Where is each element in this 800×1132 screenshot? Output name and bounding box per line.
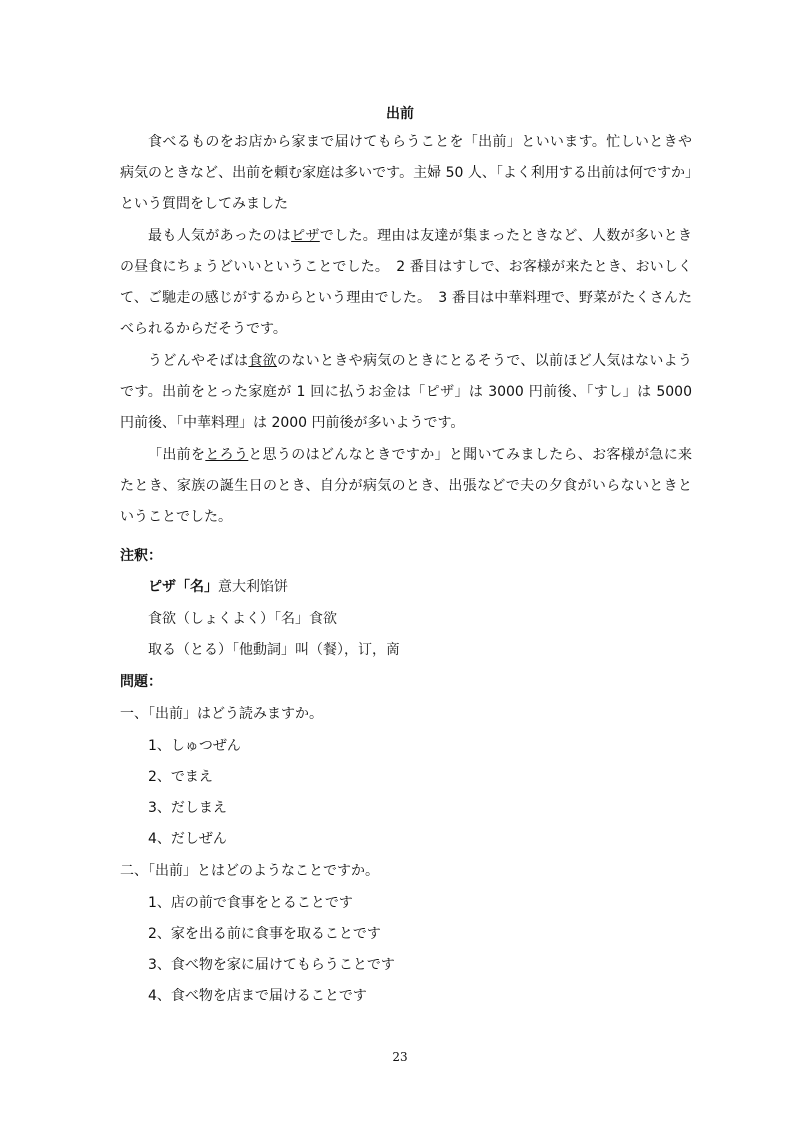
note-term: ピザ「名」 [148,579,218,595]
underlined-appetite: 食欲 [248,353,277,369]
note-gloss: 意大利馅饼 [218,579,288,595]
underlined-torou: とろう [205,447,249,463]
question-1-option-2: 2、でまえ [148,769,213,785]
paragraph-4 [120,440,692,533]
question-2: 二、「出前」とはどのようなことですか。 [120,863,379,879]
paragraph-4-text-b: と思うのはどんなときですか」と聞いてみましたら、お客様が急に来たとき、家族の誕生日のとき、自分が病気のとき、出張などで夫の夕食がいらないときということでした。 [120,447,693,525]
note-gloss: 食欲 [309,611,337,627]
note-item-pizza [148,576,288,596]
note-item-appetite [148,608,337,628]
notes-label: 注釈： [120,548,162,564]
question-1-option-3: 3、だしまえ [148,800,227,816]
paragraph-3-text-b: のないときや病気のときにとるそうで、以前ほど人気はないようです。出前をとった家庭が 1 回に払うお金は「ピザ」は 3000 円前後、「すし」は 5000 円前後、「中華料理」は 2000 円前後が多いようです。 [120,353,693,431]
question-1-option-4: 4、だしぜん [148,831,227,847]
paragraph-3-text-a: うどんやそばは [148,353,249,369]
note-item-toru [148,639,400,659]
note-term: 取る（とる）「他動詞」 [148,642,295,658]
question-2-option-3: 3、食べ物を家に届けてもらうことです [148,957,395,973]
paragraph-2-text-a: 最も人気があったのは [148,228,292,244]
paragraph-3 [120,346,692,439]
paragraph-1: 食べるものをお店から家まで届けてもらうことを「出前」といいます。忙しいときや病気のときなど、出前を頼む家庭は多いです。主婦 50 人、「よく利用する出前は何ですか」という質問をしてみました [120,134,692,212]
question-1: 一、「出前」はどう読みますか。 [120,706,323,722]
article-title: 出前 [386,106,414,122]
question-1-option-1: 1、しゅつぜん [148,738,241,754]
paragraph-2 [120,221,692,345]
questions-label: 問題： [120,674,162,690]
note-term: 食欲（しょくよく）「名」 [148,611,309,627]
page-number: 23 [392,1050,408,1064]
paragraph-4-text-a: 「出前を [148,447,206,463]
question-2-option-2: 2、家を出る前に食事を取ることです [148,926,381,942]
note-gloss: 叫（餐），订，啇 [295,642,400,658]
paragraph-2-text-b: でした。理由は友達が集まったときなど、人数が多いときの昼食にちょうどいいということでした。 2 番目はすしで、お客様が来たとき、おいしくて、ご馳走の感じがするからという理由でした。 3 番目は中華料理で、野菜がたくさんたべられるからだそうです。 [120,228,692,337]
question-2-option-4: 4、食べ物を店まで届けることです [148,988,367,1004]
underlined-pizza: ピザ [291,228,320,244]
question-2-option-1: 1、店の前で食事をとることです [148,895,353,911]
